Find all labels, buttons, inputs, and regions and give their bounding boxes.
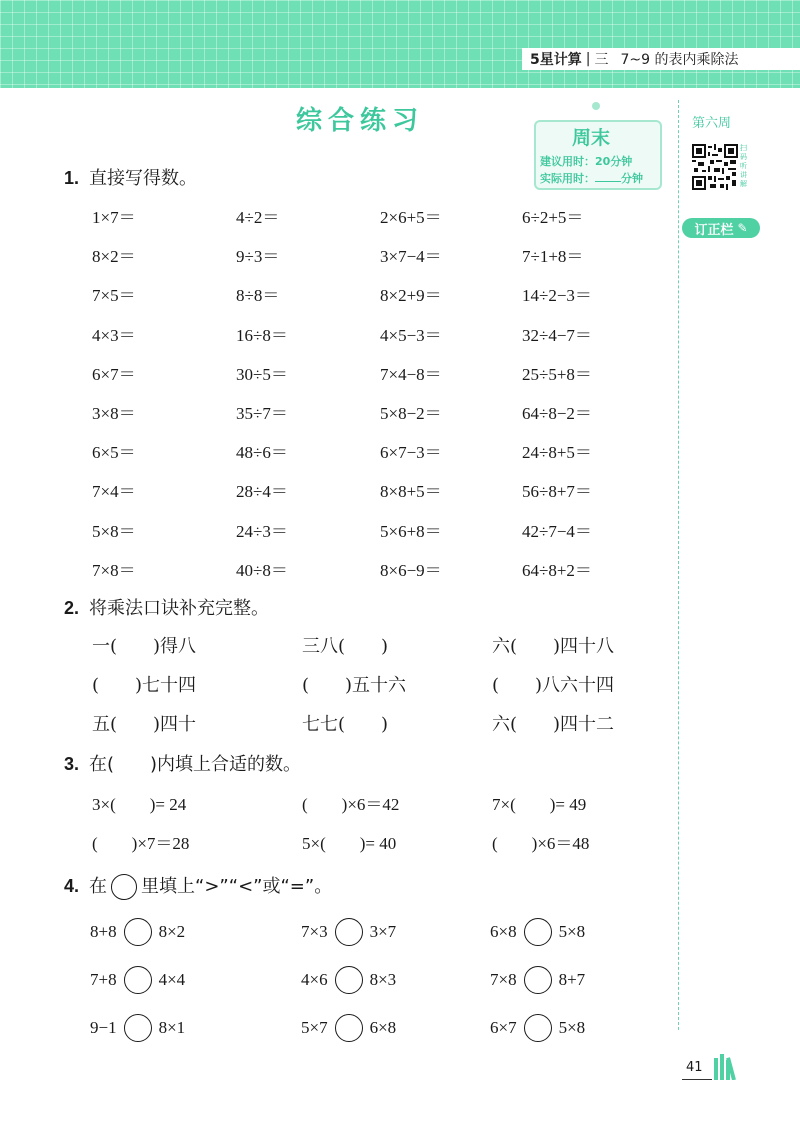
compare-circle-input[interactable]	[124, 1014, 152, 1042]
actual-time	[540, 170, 643, 186]
compare-left: 5×7	[301, 1018, 328, 1037]
week-number: 第六周	[692, 116, 732, 131]
calc-problem[interactable]: 6÷2+5＝	[522, 208, 584, 227]
compare-circle-input[interactable]	[335, 1014, 363, 1042]
section-number: 2.	[64, 598, 80, 618]
compare-circle-input[interactable]	[124, 918, 152, 946]
rhyme-item[interactable]: 七七( )	[302, 714, 389, 735]
header-separator: |	[585, 51, 591, 67]
header-label	[522, 48, 800, 70]
compare-item	[301, 1014, 396, 1042]
calc-problem[interactable]: 4÷2＝	[236, 208, 280, 227]
compare-right: 3×7	[369, 922, 397, 941]
calc-problem[interactable]: 48÷6＝	[236, 443, 288, 463]
calc-problem[interactable]: 30÷5＝	[236, 364, 288, 384]
compare-circle-input[interactable]	[524, 918, 552, 946]
calc-problem[interactable]: 7×5＝	[92, 286, 136, 306]
section-number: 1.	[64, 168, 80, 188]
compare-right: 8×1	[158, 1018, 186, 1037]
calc-problem[interactable]: 5×8−2＝	[380, 404, 442, 423]
compare-item	[490, 918, 585, 946]
compare-right: 4×4	[158, 970, 186, 989]
section-2-title	[64, 594, 269, 620]
section-4-title	[64, 872, 332, 900]
section-text: 里填上“>”“<”或“=”。	[141, 876, 333, 897]
side-divider	[678, 100, 679, 1030]
compare-circle-input[interactable]	[124, 966, 152, 994]
unit-topic: 7~9 的表内乘除法	[620, 52, 739, 68]
calc-problem[interactable]: 14÷2−3＝	[522, 286, 592, 306]
calc-problem[interactable]: 8×8+5＝	[380, 482, 442, 502]
calc-problem[interactable]: 40÷8＝	[236, 560, 288, 580]
compare-circle-input[interactable]	[524, 966, 552, 994]
compare-right: 8×2	[158, 922, 186, 941]
compare-item	[90, 1014, 185, 1042]
fill-blank-item[interactable]: ( )×7＝28	[92, 834, 190, 853]
actual-time-prefix: 实际用时：	[540, 172, 595, 185]
compare-left: 4×6	[301, 970, 328, 989]
calc-problem[interactable]: 8×2+9＝	[380, 286, 442, 306]
fill-blank-item[interactable]: 3×( )= 24	[92, 795, 187, 814]
section-text: 将乘法口诀补充完整。	[89, 598, 270, 619]
calc-problem[interactable]: 7×4＝	[92, 482, 136, 502]
section-text: 在	[89, 876, 108, 897]
compare-right: 5×8	[558, 1018, 586, 1037]
header-band	[0, 0, 800, 88]
page-number-underline	[682, 1079, 712, 1080]
calc-problem[interactable]: 7×8＝	[92, 560, 136, 580]
rhyme-item[interactable]: 一( )得八	[92, 636, 197, 657]
rhyme-item[interactable]: ( )五十六	[302, 675, 407, 696]
actual-time-blank[interactable]	[595, 171, 621, 182]
section-text: 在( )内填上合适的数。	[89, 754, 302, 775]
compare-left: 7×3	[301, 922, 328, 941]
calc-problem[interactable]: 6×7＝	[92, 364, 136, 384]
calc-problem[interactable]: 8÷8＝	[236, 286, 280, 306]
actual-time-suffix: 分钟	[621, 172, 643, 185]
books-icon	[712, 1054, 742, 1080]
qr-caption: 扫码听讲解	[740, 144, 747, 188]
calc-problem[interactable]: 64÷8+2＝	[522, 560, 592, 580]
compare-circle-input[interactable]	[524, 1014, 552, 1042]
pin-icon	[592, 102, 600, 110]
calc-problem[interactable]: 8×6−9＝	[380, 560, 442, 580]
calc-problem[interactable]: 6×7−3＝	[380, 443, 442, 463]
section-number: 3.	[64, 754, 80, 774]
calc-problem[interactable]: 6×5＝	[92, 443, 136, 463]
calc-problem[interactable]: 4×5−3＝	[380, 325, 442, 345]
circle-icon	[111, 874, 137, 900]
unit-number: 三	[594, 52, 609, 68]
calc-problem[interactable]: 64÷8−2＝	[522, 404, 592, 423]
pencil-icon: ✎	[737, 221, 748, 235]
calc-problem[interactable]: 25÷5+8＝	[522, 364, 592, 384]
compare-item	[301, 918, 396, 946]
calc-problem[interactable]: 5×6+8＝	[380, 521, 442, 541]
calc-problem[interactable]: 16÷8＝	[236, 325, 288, 345]
compare-item	[490, 966, 585, 994]
correction-label: 订正栏	[694, 222, 734, 238]
calc-problem[interactable]: 4×3＝	[92, 325, 136, 345]
calc-problem[interactable]: 35÷7＝	[236, 404, 288, 423]
rhyme-item[interactable]: ( )七十四	[92, 675, 197, 696]
calc-problem[interactable]: 7×4−8＝	[380, 364, 442, 384]
page-title: 综合练习	[296, 106, 425, 136]
fill-blank-item[interactable]: 7×( )= 49	[492, 795, 587, 814]
compare-left: 8+8	[90, 922, 117, 941]
weekend-label: 周末	[572, 127, 611, 149]
compare-right: 8+7	[558, 970, 586, 989]
calc-problem[interactable]: 1×7＝	[92, 208, 136, 227]
fill-blank-item[interactable]: ( )×6＝48	[492, 834, 590, 853]
calc-problem[interactable]: 3×8＝	[92, 404, 136, 423]
section-text: 直接写得数。	[89, 168, 198, 189]
rhyme-item[interactable]: 五( )四十	[92, 714, 197, 735]
calc-problem[interactable]: 24÷8+5＝	[522, 443, 592, 463]
calc-problem[interactable]: 28÷4＝	[236, 482, 288, 502]
rhyme-item[interactable]: 六( )四十二	[492, 714, 615, 735]
qr-code-icon[interactable]	[692, 144, 738, 190]
calc-problem[interactable]: 7÷1+8＝	[522, 247, 584, 267]
compare-item	[301, 966, 396, 994]
compare-circle-input[interactable]	[335, 966, 363, 994]
compare-left: 6×8	[490, 922, 517, 941]
fill-blank-item[interactable]: ( )×6＝42	[302, 795, 400, 814]
compare-right: 8×3	[369, 970, 397, 989]
page-number: 41	[686, 1060, 703, 1075]
calc-problem[interactable]: 2×6+5＝	[380, 208, 442, 227]
compare-circle-input[interactable]	[335, 918, 363, 946]
compare-item	[90, 918, 185, 946]
suggested-time: 建议用时：20分钟	[540, 155, 633, 168]
compare-left: 7×8	[490, 970, 517, 989]
section-3-title	[64, 750, 301, 776]
calc-problem[interactable]: 32÷4−7＝	[522, 325, 592, 345]
fill-blank-item[interactable]: 5×( )= 40	[302, 834, 397, 853]
rhyme-item[interactable]: 六( )四十八	[492, 636, 615, 657]
section-1-title	[64, 164, 197, 190]
compare-right: 6×8	[369, 1018, 397, 1037]
section-number: 4.	[64, 876, 80, 896]
compare-item	[90, 966, 185, 994]
correction-tab	[682, 218, 760, 238]
compare-right: 5×8	[558, 922, 586, 941]
calc-problem[interactable]: 3×7−4＝	[380, 247, 442, 267]
rhyme-item[interactable]: ( )八六十四	[492, 675, 615, 696]
brand-name: 5星计算	[530, 52, 582, 68]
calc-problem[interactable]: 9÷3＝	[236, 247, 280, 267]
rhyme-item[interactable]: 三八( )	[302, 636, 389, 657]
calc-problem[interactable]: 8×2＝	[92, 247, 136, 267]
calc-problem[interactable]: 56÷8+7＝	[522, 482, 592, 502]
compare-left: 6×7	[490, 1018, 517, 1037]
calc-problem[interactable]: 5×8＝	[92, 521, 136, 541]
compare-left: 7+8	[90, 970, 117, 989]
weekend-card	[534, 120, 662, 190]
calc-problem[interactable]: 24÷3＝	[236, 521, 288, 541]
compare-item	[490, 1014, 585, 1042]
calc-problem[interactable]: 42÷7−4＝	[522, 521, 592, 541]
compare-left: 9−1	[90, 1018, 117, 1037]
